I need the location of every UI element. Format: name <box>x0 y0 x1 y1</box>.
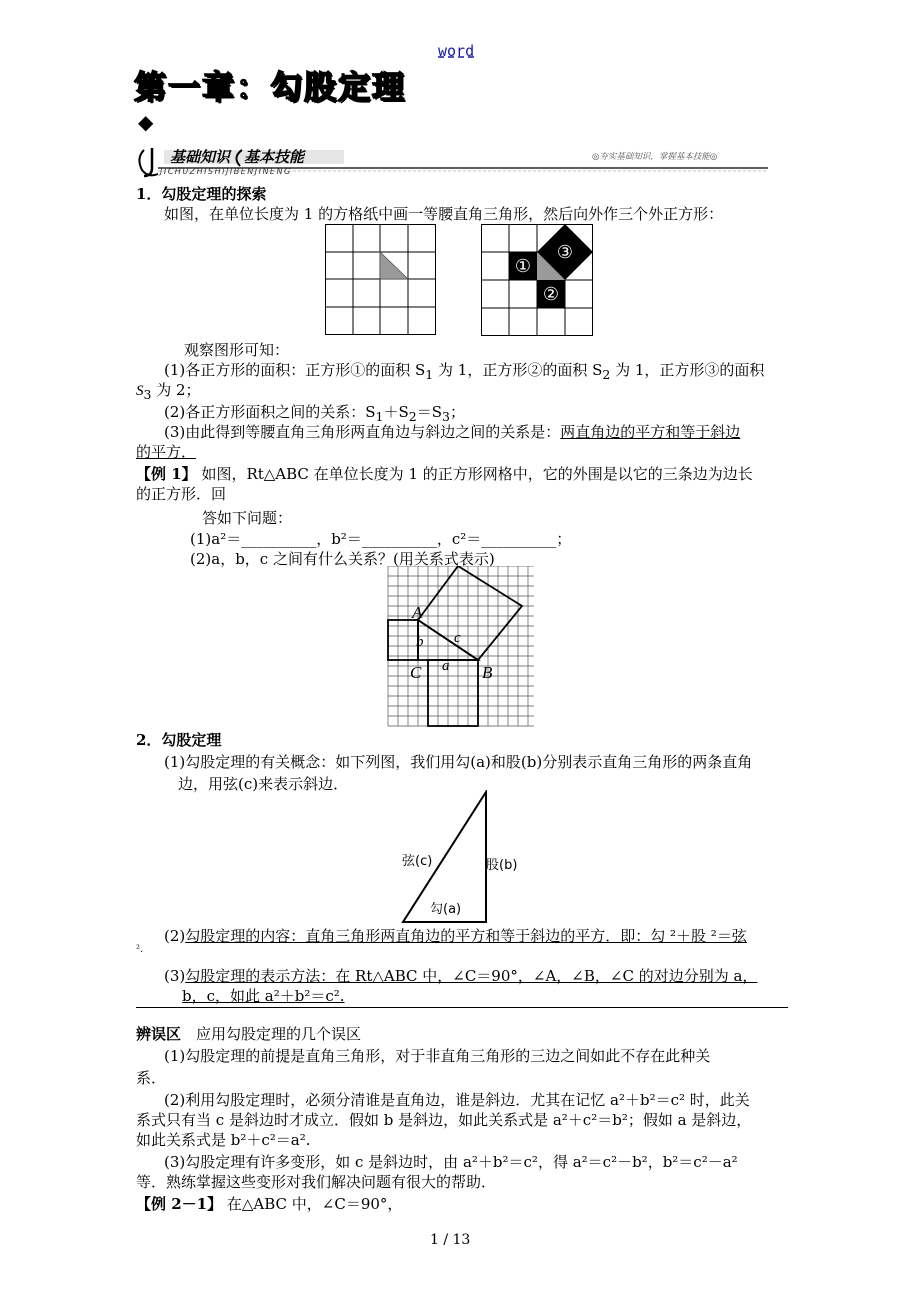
mistake-2b: 系式只有当 c 是斜边时才成立．假如 b 是斜边，如此关系式是 a²＋c²＝b²；假如 a 是斜边， <box>136 1111 752 1129</box>
banner-right-caption: ◎夯实基础知识，掌握基本技能◎ <box>592 152 718 162</box>
section1-p2: (2)各正方形面积之间的关系：$S_1+S_2=S_3$； <box>164 403 465 424</box>
section2-p3a: (3)勾股定理的表示方法：在 Rt△ABC 中，∠C＝90°，∠A，∠B，∠C 的对边分别为 a， <box>164 967 758 985</box>
section2-p2b: ². <box>136 944 144 955</box>
example1-line3: 答如下问题： <box>202 509 293 527</box>
example1-line2: 的正方形．回 <box>136 485 227 503</box>
grid-figure-squares <box>481 224 594 337</box>
section1-heading: 1．勾股定理的探索 <box>136 185 267 203</box>
label-B: B <box>482 663 493 682</box>
section1-p1: (1)各正方形的面积：正方形①的面积 $S_1$ 为 1，正方形②的面积 $S_2$ 为 1，正方形③的面积 <box>164 361 765 382</box>
example21-line: 【例 2－1】 在△ABC 中，∠C＝90°， <box>136 1195 403 1213</box>
section1-p3-answer-cont: 的平方． <box>136 443 197 461</box>
label-c: c <box>454 630 461 646</box>
mistake-3a: (3)勾股定理有许多变形，如 c 是斜边时，由 a²＋b²＝c²，得 a²＝c²－b²，b²＝c²－a² <box>164 1153 738 1171</box>
banner-title: 基础知识 基本技能 <box>170 148 305 166</box>
mistake-3b: 等．熟练掌握这些变形对我们解决问题有很大的帮助． <box>136 1173 497 1191</box>
triangle-label-leg-a: 勾(a) <box>430 902 462 917</box>
triangle-label-hyp: 弦(c) <box>402 854 433 869</box>
mistake-2c: 如此关系式是 b²＋c²＝a². <box>136 1131 311 1149</box>
mistake-2a: (2)利用勾股定理时，必须分清谁是直角边，谁是斜边．尤其在记忆 a²＋b²＝c² 时，此关 <box>164 1091 750 1109</box>
page-number: 1 / 13 <box>430 1232 471 1248</box>
triangle-label-leg-b: 股(b) <box>486 858 518 873</box>
mistake-1b: 系． <box>136 1069 167 1087</box>
section2-p3b: b，c，如此 a²＋b²＝c². <box>182 987 345 1005</box>
example1-line1: 【例 1】 如图，Rt△ABC 在单位长度为 1 的正方形网格中，它的外围是以它的三条边为边长 <box>136 465 753 483</box>
label-a: a <box>442 658 450 674</box>
section1-p1-cont: $S_3$ 为 2； <box>136 381 201 402</box>
section2-p1b: 边，用弦(c)来表示斜边． <box>178 775 349 793</box>
section2-p1a: (1)勾股定理的有关概念：如下列图，我们用勾(a)和股(b)分别表示直角三角形的两条直角 <box>164 753 753 771</box>
bullet-diamond: ◆ <box>138 110 154 134</box>
example1-q2: (2)a，b，c 之间有什么关系？(用关系式表示) <box>190 550 495 568</box>
section1-intro: 如图，在单位长度为 1 的方格纸中画一等腰直角三角形，然后向外作三个外正方形： <box>164 205 724 223</box>
label-C: C <box>410 663 422 682</box>
divider-line <box>136 1007 788 1008</box>
label-A: A <box>412 603 423 622</box>
observe-text: 观察图形可知： <box>184 341 290 359</box>
square-label-1: ① <box>514 256 532 277</box>
square-label-2: ② <box>542 284 560 305</box>
section2-heading: 2．勾股定理 <box>136 731 222 749</box>
chapter-title: 第一章：勾股定理 <box>134 68 407 106</box>
example1-q1: (1)a²＝__________，b²＝__________，c²＝__________； <box>190 530 572 548</box>
example1-grid-figure <box>386 566 536 728</box>
square-label-3: ③ <box>556 242 574 263</box>
header-word-link[interactable]: word <box>438 42 475 60</box>
grid-figure-triangle <box>325 224 437 336</box>
section2-p2a: (2)勾股定理的内容：直角三角形两直角边的平方和等于斜边的平方．即：勾 ²＋股 ²＝弦 <box>164 927 747 945</box>
section1-p3: (3)由此得到等腰直角三角形两直角边与斜边之间的关系是：两直角边的平方和等于斜边 <box>164 423 741 441</box>
mistakes-title: 辨误区 应用勾股定理的几个误区 <box>136 1025 362 1043</box>
mistake-1a: (1)勾股定理的前提是直角三角形，对于非直角三角形的三边之间如此不存在此种关 <box>164 1047 711 1065</box>
label-b: b <box>416 634 424 650</box>
banner-subtitle: JICHUZHISHIJIBENJINENG <box>160 167 292 176</box>
